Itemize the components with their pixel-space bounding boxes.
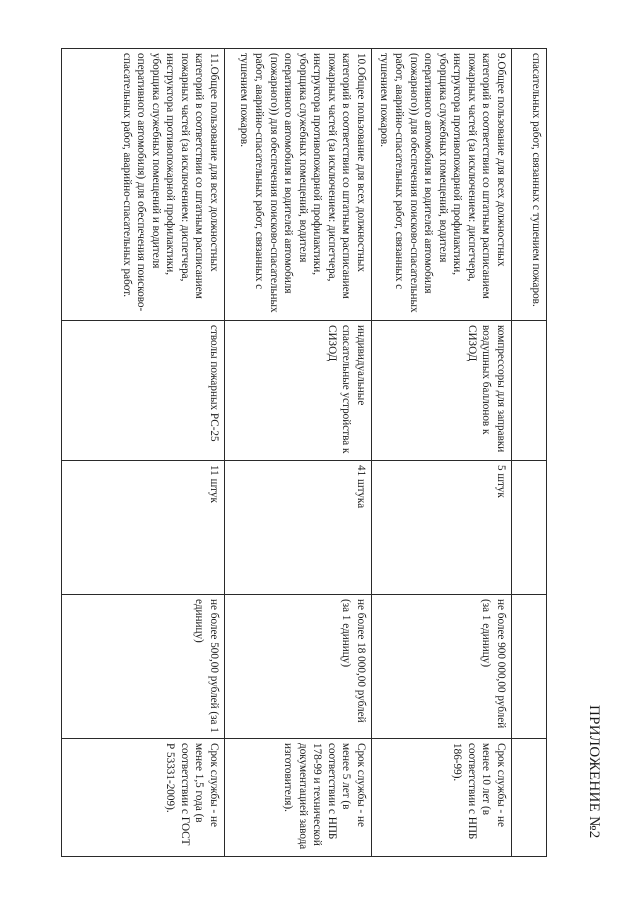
cell-name: индивидуальные спасательные устройства к СИЗОД (225, 321, 372, 461)
cell-quantity: 11 штук (62, 461, 225, 595)
cell-continuation-text: спасательных работ, связанных с тушением пожаров. (512, 49, 547, 321)
table-row (225, 49, 372, 857)
cell-service-life: Срок службы - не менее 1,5 года (в соответствии с ГОСТ Р 53331-2009). (62, 739, 225, 857)
table-row (372, 49, 512, 857)
appendix-title: ПРИЛОЖЕНИЕ №2 (586, 705, 602, 839)
table-row-continuation (512, 49, 547, 857)
cell-service-life: Срок службы - не менее 5 лет (в соответствии с НПБ 178-99 и технической документацией завода изготовителя). (225, 739, 372, 857)
equipment-table (61, 48, 547, 857)
cell-price: не более 500,00 рублей (за 1 единицу) (62, 595, 225, 739)
cell-name: стволы пожарных РС-25 (62, 321, 225, 461)
cell-purpose: 9.Общее пользование для всех должностных категорий в соответствии со штатным расписанием пожарных частей (за исключением: диспетчера, инструктора противопожарной профилактики, уборщика служебных помещений, водителя оперативного автомобиля и водителей автомобиля (пожарного)) для обеспечения поисково-спасательных работ, аварийно-спасательных работ, связанных с тушением пожаров. (372, 49, 512, 321)
cell-empty (512, 595, 547, 739)
cell-purpose: 11.Общее пользование для всех должностных категорий в соответствии со штатным расписанием пожарных частей (за исключением: диспетчера, инструктора противопожарной профилактики, уборщика служебных помещений и водителя оперативного автомобиля) для обеспечения поисково-спасательных работ, аварийно-спасательных работ. (62, 49, 225, 321)
cell-purpose: 10.Общее пользование для всех должностных категорий в соответствии со штатным расписанием пожарных частей (за исключением: диспетчера, инструктора противопожарной профилактики, уборщика служебных помещений, водителя оперативного автомобиля и водителей автомобиля (пожарного)) для обеспечения поисково-спасательных работ, аварийно-спасательных работ, связанных с тушением пожаров. (225, 49, 372, 321)
cell-quantity: 5 штук (372, 461, 512, 595)
table-row (62, 49, 225, 857)
cell-name: компрессоры для заправки воздушных баллонов к СИЗОД (372, 321, 512, 461)
cell-price: не более 900 000,00 рублей (за 1 единицу) (372, 595, 512, 739)
cell-quantity: 41 штука (225, 461, 372, 595)
cell-empty (512, 321, 547, 461)
cell-service-life: Срок службы - не менее 10 лет (в соответствии с НПБ 186-99). (372, 739, 512, 857)
cell-empty (512, 461, 547, 595)
cell-empty (512, 739, 547, 857)
cell-price: не более 18 000,00 рублей (за 1 единицу) (225, 595, 372, 739)
